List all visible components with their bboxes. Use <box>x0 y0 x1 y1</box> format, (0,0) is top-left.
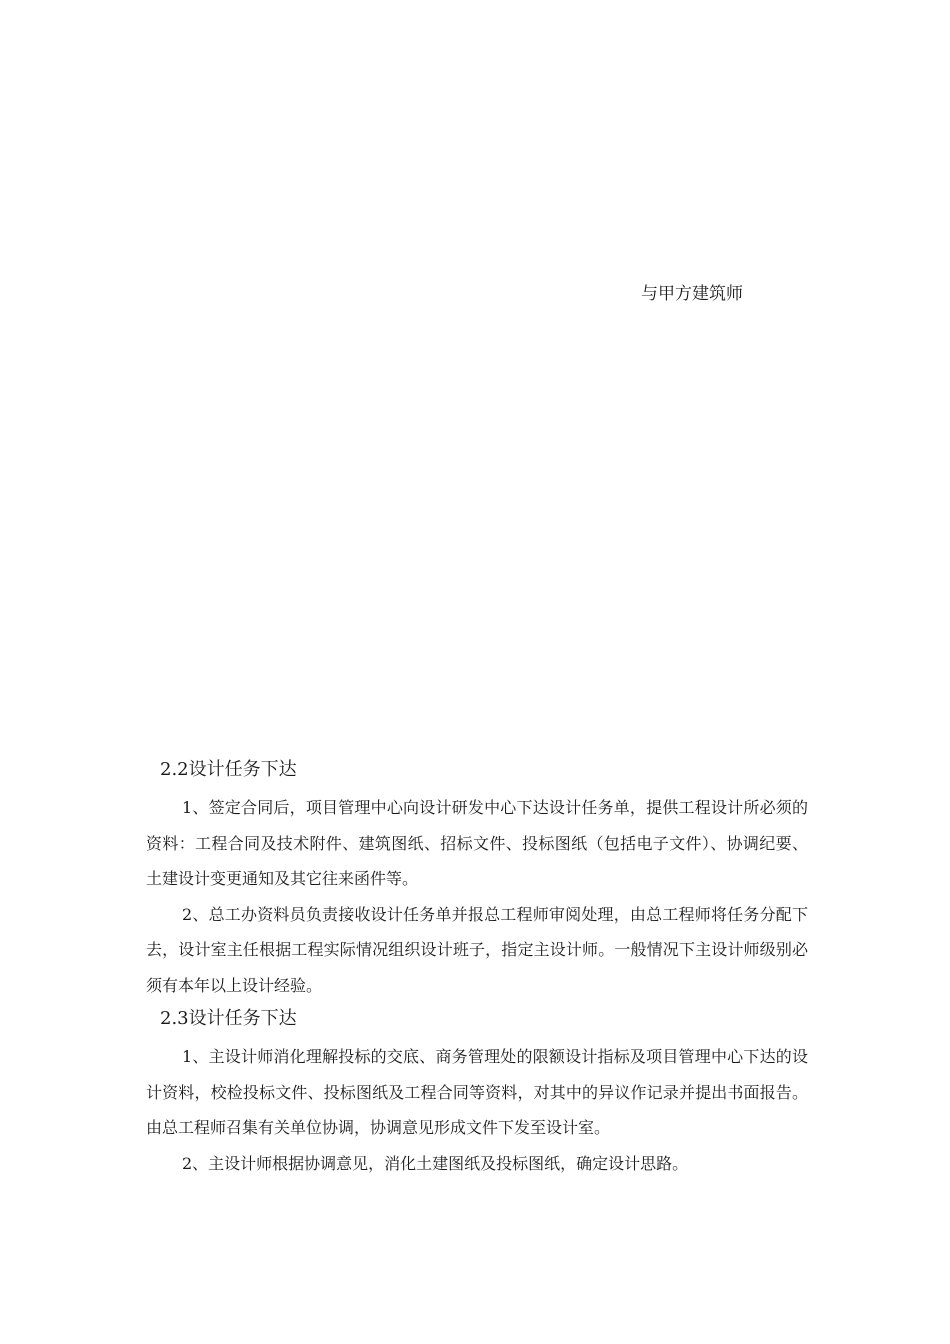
section-2-3 <box>146 1005 808 1181</box>
floating-text-fragment: 与甲方建筑师 <box>641 284 743 304</box>
paragraph: 2、总工办资料员负责接收设计任务单并报总工程师审阅处理，由总工程师将任务分配下去，设计室主任根据工程实际情况组织设计班子，指定主设计师。一般情况下主设计师级别必须有本年以上设计经验。 <box>146 904 808 995</box>
paragraph: 2、主设计师根据协调意见，消化土建图纸及投标图纸，确定设计思路。 <box>182 1153 689 1173</box>
section-heading: 2.2设计任务下达 <box>160 759 297 780</box>
section-heading: 2.3设计任务下达 <box>160 1008 297 1029</box>
paragraph: 1、签定合同后，项目管理中心向设计研发中心下达设计任务单，提供工程设计所必须的资料：工程合同及技术附件、建筑图纸、招标文件、投标图纸（包括电子文件）、协调纪要、土建设计变更通知及其它往来函件等。 <box>146 798 808 888</box>
section-2-2 <box>146 756 808 1003</box>
paragraph: 1、主设计师消化理解投标的交底、商务管理处的限额设计指标及项目管理中心下达的设计资料，校检投标文件、投标图纸及工程合同等资料，对其中的异议作记录并提出书面报告。由总工程师召集有关单位协调，协调意见形成文件下发至设计室。 <box>146 1047 808 1137</box>
document-body <box>146 756 808 1181</box>
